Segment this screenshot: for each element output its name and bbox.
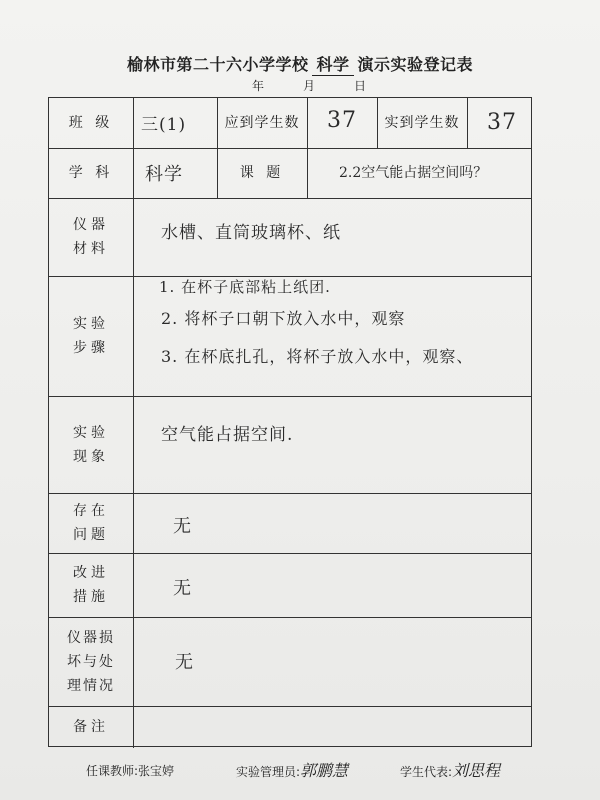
class-value: 三(1) [141,115,187,135]
materials-label-line1: 仪器 [73,217,109,233]
student-label: 学生代表: [400,765,453,779]
teacher-label: 任课教师: [86,764,139,778]
admin-signature-line [236,758,348,781]
teacher-signature-line [86,762,174,779]
remarks-label: 备注 [73,719,109,735]
form-title [0,52,600,76]
admin-label: 实验管理员: [236,765,301,779]
phenomenon-label-line1: 实验 [73,424,109,441]
expected-students-label: 应到学生数 [224,115,300,131]
title-suffix: 演示实验登记表 [357,55,474,74]
steps-label-line1: 实验 [73,316,109,332]
title-prefix: 榆林市第二十六小学学校 [126,55,309,74]
subject-label: 学 科 [68,165,114,181]
materials-value: 水槽、直筒玻璃杯、纸 [161,223,341,243]
issues-value: 无 [173,516,192,537]
damage-value: 无 [175,652,194,673]
step-item: 3. 在杯底扎孔，将杯子放入水中，观察、 [161,347,474,366]
improvements-label-line1: 改进 [73,565,109,581]
phenomenon-label [49,396,133,493]
issues-label-line1: 存在 [73,503,109,519]
improvements-label [49,553,133,617]
month-label: 月 [303,79,317,93]
topic-label: 课 题 [239,165,285,181]
teacher-name: 张宝婷 [138,764,175,778]
phenomenon-value: 空气能占据空间. [161,425,294,445]
student-signature-line [400,758,500,781]
step-item: 1. 在杯子底部粘上纸团. [159,278,331,296]
issues-label-line2: 问题 [73,527,109,543]
damage-label-line1: 仪器损 [67,629,115,646]
year-label: 年 [252,79,266,93]
step-item: 2. 将杯子口朝下放入水中，观察 [161,309,406,328]
materials-label [49,198,133,276]
materials-label-line2: 材料 [73,241,109,257]
day-label: 日 [354,79,368,93]
issues-label [49,493,133,553]
record-table [48,97,532,747]
damage-label [49,617,133,706]
topic-value: 2.2空气能占据空间吗？ [339,165,488,181]
actual-students-value: 37 [487,110,517,135]
improvements-value: 无 [173,578,192,599]
actual-students-label: 实到学生数 [384,115,460,131]
steps-label-line2: 步骤 [73,340,109,356]
title-subject: 科学 [312,52,353,76]
student-signature: 刘思程 [452,761,501,780]
damage-label-line2: 坏与处 [67,653,115,670]
expected-students-value: 37 [327,108,357,133]
damage-label-line3: 理情况 [67,677,115,694]
date-line [252,77,367,94]
steps-label [49,276,133,396]
subject-value: 科学 [145,164,183,185]
class-label: 班 级 [68,115,114,131]
admin-signature: 郭鹏慧 [300,761,349,780]
phenomenon-label-line2: 现象 [73,448,109,465]
improvements-label-line2: 措施 [73,589,109,605]
